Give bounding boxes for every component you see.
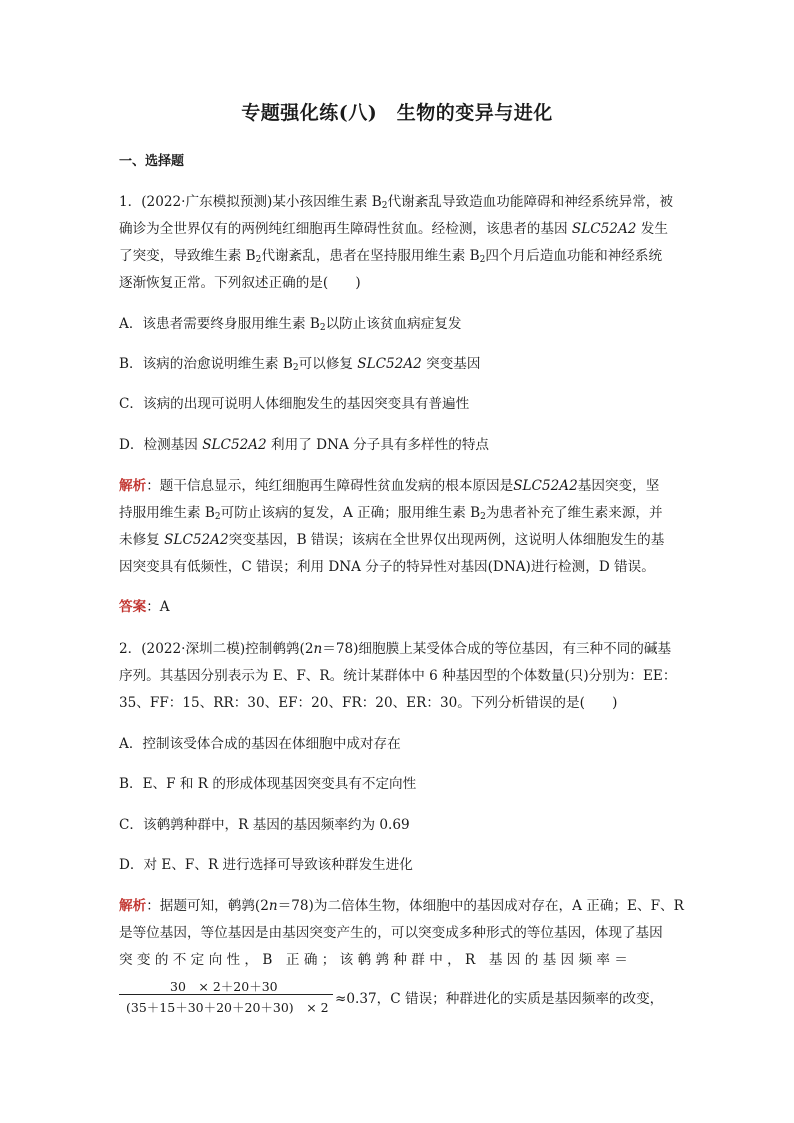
q1-analysis-line-2: 持服用维生素 $B_2$可防止该病的复发，A 正确；服用维生素 $B_2$为患者补充了维生素来源，并 xyxy=(119,505,663,522)
q2-option-a: A．控制该受体合成的基因在体细胞中成对存在 xyxy=(119,736,401,752)
q1-stem-line-3: 了突变，导致维生素 $B_2$代谢紊乱，患者在坚持服用维生素 $B_2$四个月后造血功能和神经系统 xyxy=(119,248,663,265)
q1-analysis-line-3: 未修复 SLC52A2突变基因，B 错误；该病在全世界仅出现两例，这说明人体细胞发生的基 xyxy=(119,532,665,548)
fraction-denominator: (35＋15＋30＋20＋20＋30) × 2 xyxy=(126,1000,329,1015)
q1-analysis-line-4: 因突变具有低频性，C 错误；利用 DNA 分子的特异性对基因(DNA)进行检测，D 错误。 xyxy=(119,559,655,575)
q1-option-c: C．该病的出现可说明人体细胞发生的基因突变具有普遍性 xyxy=(119,396,470,412)
q2-option-c: C．该鹌鹑种群中，R 基因的基因频率约为 0.69 xyxy=(119,817,410,833)
q1-stem-line-4: 逐渐恢复正常。下列叙述正确的是( ) xyxy=(119,275,361,291)
q2-analysis-line-2: 是等位基因，等位基因是由基因突变产生的，可以突变成多种形式的等位基因，体现了基因 xyxy=(119,925,663,941)
page-title: 专题强化练(八) 生物的变异与进化 xyxy=(241,102,553,124)
q1-option-a: A．该患者需要终身服用维生素 $B_2$以防止该贫血病症复发 xyxy=(119,316,462,333)
q2-stem-line-2: 序列。其基因分别表示为 E、F、R。统计某群体中 6 种基因型的个体数量(只)分别为：EE： xyxy=(119,668,677,684)
q2-option-d: D．对 E、F、R 进行选择可导致该种群发生进化 xyxy=(119,857,413,873)
section-heading: 一、选择题 xyxy=(119,154,185,169)
q2-analysis-line-3: 突 变 的 不 定 向 性 ， B 正 确 ； 该 鹌 鹑 种 群 中 ， R 基 因 的 基 因 频 率 ＝ xyxy=(119,952,628,968)
q1-stem-line-2: 确诊为全世界仅有的两例纯红细胞再生障碍性贫血。经检测，该患者的基因 SLC52A2 发生 xyxy=(119,221,668,237)
q1-analysis-line-1: 解析：题干信息显示，纯红细胞再生障碍性贫血发病的根本原因是SLC52A2基因突变，坚 xyxy=(119,478,660,494)
q1-stem-line-1: 1．(2022·广东模拟预测)某小孩因维生素 $B_2$代谢紊乱导致造血功能障碍和神经系统异常，被 xyxy=(119,194,673,211)
q1-answer: 答案：A xyxy=(119,599,170,615)
q2-stem-line-3: 35、FF：15、RR：30、EF：20、FR：20、ER：30。下列分析错误的是( ) xyxy=(119,695,618,711)
q2-stem-line-1: 2．(2022·深圳二模)控制鹌鹑(2n＝78)细胞膜上某受体合成的等位基因，有三种不同的碱基 xyxy=(119,641,672,657)
q1-option-d: D．检测基因 SLC52A2 利用了 DNA 分子具有多样性的特点 xyxy=(119,437,490,453)
fraction-bar xyxy=(119,994,333,995)
q1-option-b: B．该病的治愈说明维生素 $B_2$可以修复 SLC52A2 突变基因 xyxy=(119,356,481,373)
q2-option-b: B．E、F 和 R 的形成体现基因突变具有不定向性 xyxy=(119,776,417,792)
fraction-result-text: ≈0.37，C 错误；种群进化的实质是基因频率的改变， xyxy=(335,991,664,1007)
q2-analysis-line-1: 解析：据题可知，鹌鹑(2n＝78)为二倍体生物，体细胞中的基因成对存在，A 正确；E、F、R xyxy=(119,898,684,914)
fraction-numerator: 30 × 2＋20＋30 xyxy=(170,979,278,994)
